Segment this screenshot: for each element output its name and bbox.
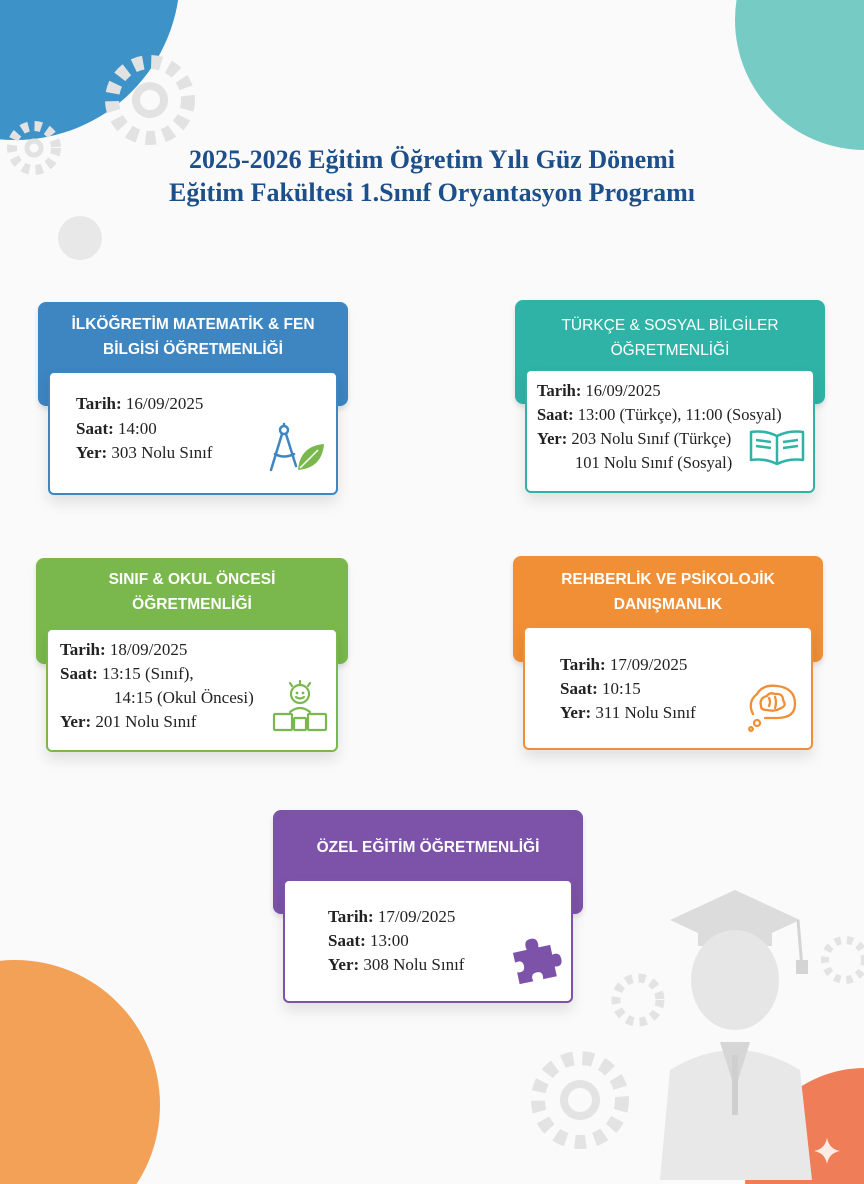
date-label: Tarih: [328,907,374,926]
program-card-ilkogretim-matematik-fen [38,302,348,502]
compass-leaf-icon [266,422,326,476]
program-card-ozel-egitim [273,810,583,1010]
child-blocks-icon [270,678,330,734]
page-title [0,143,864,209]
date-value: 16/09/2025 [125,394,204,413]
program-card-turkce-sosyal-bilgiler [515,300,825,500]
place-label: Yer: [537,429,568,448]
place-label: Yer: [328,955,360,974]
date-value: 17/09/2025 [609,655,688,674]
title-line-1: 2025-2026 Eğitim Öğretim Yılı Güz Dönemi [188,145,675,174]
place-value: 303 Nolu Sınıf [111,443,213,462]
place-label: Yer: [560,703,592,722]
time-value: 13:00 (Türkçe), 11:00 (Sosyal) [577,405,782,424]
date-value: 17/09/2025 [377,907,456,926]
card-title-line-1: TÜRKÇE & SOSYAL BİLGİLER [561,317,779,334]
open-book-icon [747,428,807,468]
card-title-line-2: BİLGİSİ ÖĞRETMENLİĞİ [103,341,283,358]
time-label: Saat: [76,418,114,438]
card-title-line-1: ÖZEL EĞİTİM ÖĞRETMENLİĞİ [316,839,540,856]
time-value: 13:00 [370,931,409,950]
puzzle-piece-icon [509,930,563,984]
date-value: 18/09/2025 [109,640,188,659]
date-row [560,653,811,677]
place-value-2: 101 Nolu Sınıf (Sosyal) [575,453,733,472]
date-row [76,392,336,417]
place-value: 308 Nolu Sınıf [363,955,465,974]
time-value: 13:15 (Sınıf), [102,664,194,683]
date-label: Tarih: [537,381,582,400]
card-title-line-1: REHBERLİK VE PSİKOLOJİK [561,571,775,588]
place-value: 203 Nolu Sınıf (Türkçe) [571,429,732,448]
date-label: Tarih: [76,394,122,413]
time-value: 10:15 [602,679,641,698]
program-card-sinif-okul-oncesi [36,558,348,758]
time-row [537,403,813,427]
title-line-2: Eğitim Fakültesi 1.Sınıf Oryantasyon Programı [168,178,696,207]
decor-circle-top-right [735,0,864,150]
date-label: Tarih: [60,640,106,659]
time-label: Saat: [328,931,366,950]
date-value: 16/09/2025 [585,381,661,400]
brain-bubble-icon [745,680,801,732]
card-title-line-2: ÖĞRETMENLİĞİ [132,596,252,613]
date-row [328,905,571,929]
time-label: Saat: [60,664,98,683]
place-label: Yer: [60,712,92,731]
place-label: Yer: [76,443,108,462]
sparkle-icon [812,1136,842,1166]
time-label: Saat: [560,679,598,698]
time-label: Saat: [537,405,574,424]
card-title-line-1: İLKÖĞRETİM MATEMATİK & FEN [71,316,315,333]
date-label: Tarih: [560,655,606,674]
card-title-line-1: SINIF & OKUL ÖNCESİ [108,571,276,588]
time-value-2: 14:15 (Okul Öncesi) [114,688,254,707]
card-title-line-2: DANIŞMANLIK [613,596,723,613]
card-title-line-2: ÖĞRETMENLİĞİ [610,342,730,359]
decor-circle-bottom-left [0,960,160,1184]
program-card-rehberlik-psikolojik-danismanlik [513,556,823,756]
date-row [537,379,813,403]
time-value: 14:00 [118,418,157,438]
date-row [60,638,336,662]
place-value: 311 Nolu Sınıf [595,703,696,722]
place-value: 201 Nolu Sınıf [95,712,197,731]
